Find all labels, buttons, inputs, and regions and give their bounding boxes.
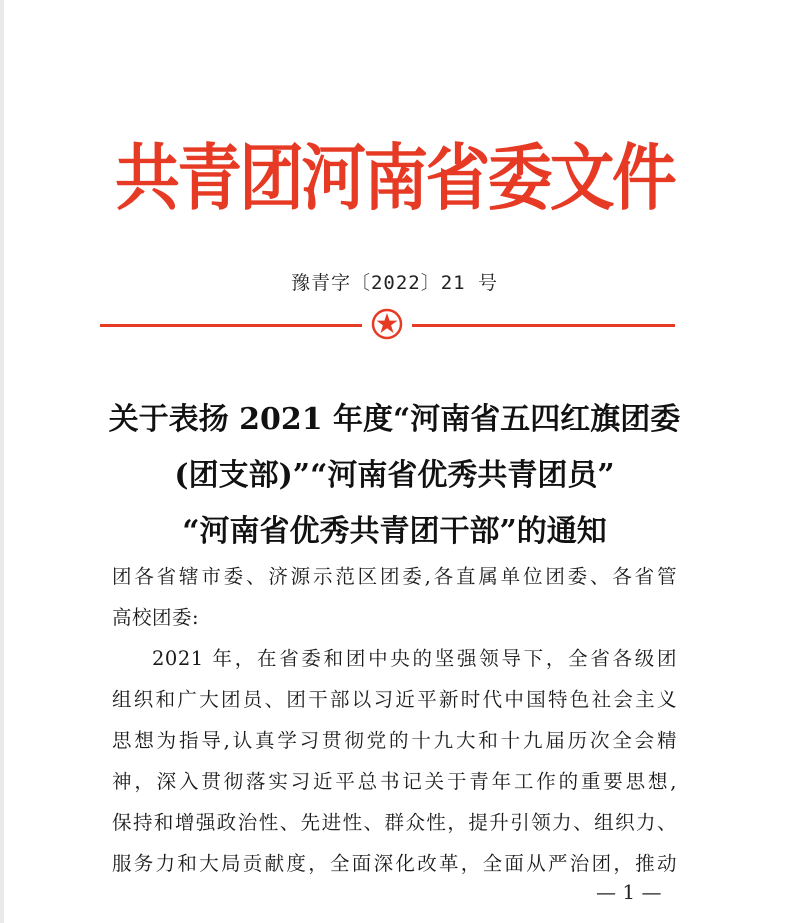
- body-paragraph-line: 组织和广大团员、团干部以习近平新时代中国特色社会主义: [112, 688, 677, 711]
- body-paragraph-line: 思想为指导,认真学习贯彻党的十九大和十九届历次全会精: [112, 729, 677, 752]
- notice-title-line: “河南省优秀共青团干部”的通知: [182, 514, 607, 549]
- header-divider: [100, 308, 675, 342]
- notice-body: [112, 556, 677, 884]
- body-line-recipients-cont: 高校团委:: [112, 606, 200, 629]
- notice-title-line: (团支部)”“河南省优秀共青团员”: [174, 458, 615, 493]
- divider-line-right: [412, 324, 675, 327]
- star-icon: [371, 308, 403, 340]
- notice-title: [0, 392, 789, 560]
- body-paragraph-line: 2021 年，在省委和团中央的坚强领导下，全省各级团: [152, 647, 677, 670]
- document-number: 豫青字〔2022〕21 号: [290, 272, 499, 294]
- notice-title-line: 关于表扬 2021 年度“河南省五四红旗团委: [108, 402, 681, 437]
- page-number: — 1 —: [596, 880, 662, 904]
- body-line-recipients: 团各省辖市委、济源示范区团委,各直属单位团委、各省管: [112, 565, 677, 588]
- body-paragraph-line: 神，深入贯彻落实习近平总书记关于青年工作的重要思想,: [112, 770, 677, 793]
- divider-line-left: [100, 324, 362, 327]
- document-header-title: 共青团河南省委文件: [115, 136, 674, 220]
- body-paragraph-line: 保持和增强政治性、先进性、群众性，提升引领力、组织力、: [112, 811, 677, 834]
- body-paragraph-line: 服务力和大局贡献度，全面深化改革，全面从严治团，推动: [112, 852, 677, 875]
